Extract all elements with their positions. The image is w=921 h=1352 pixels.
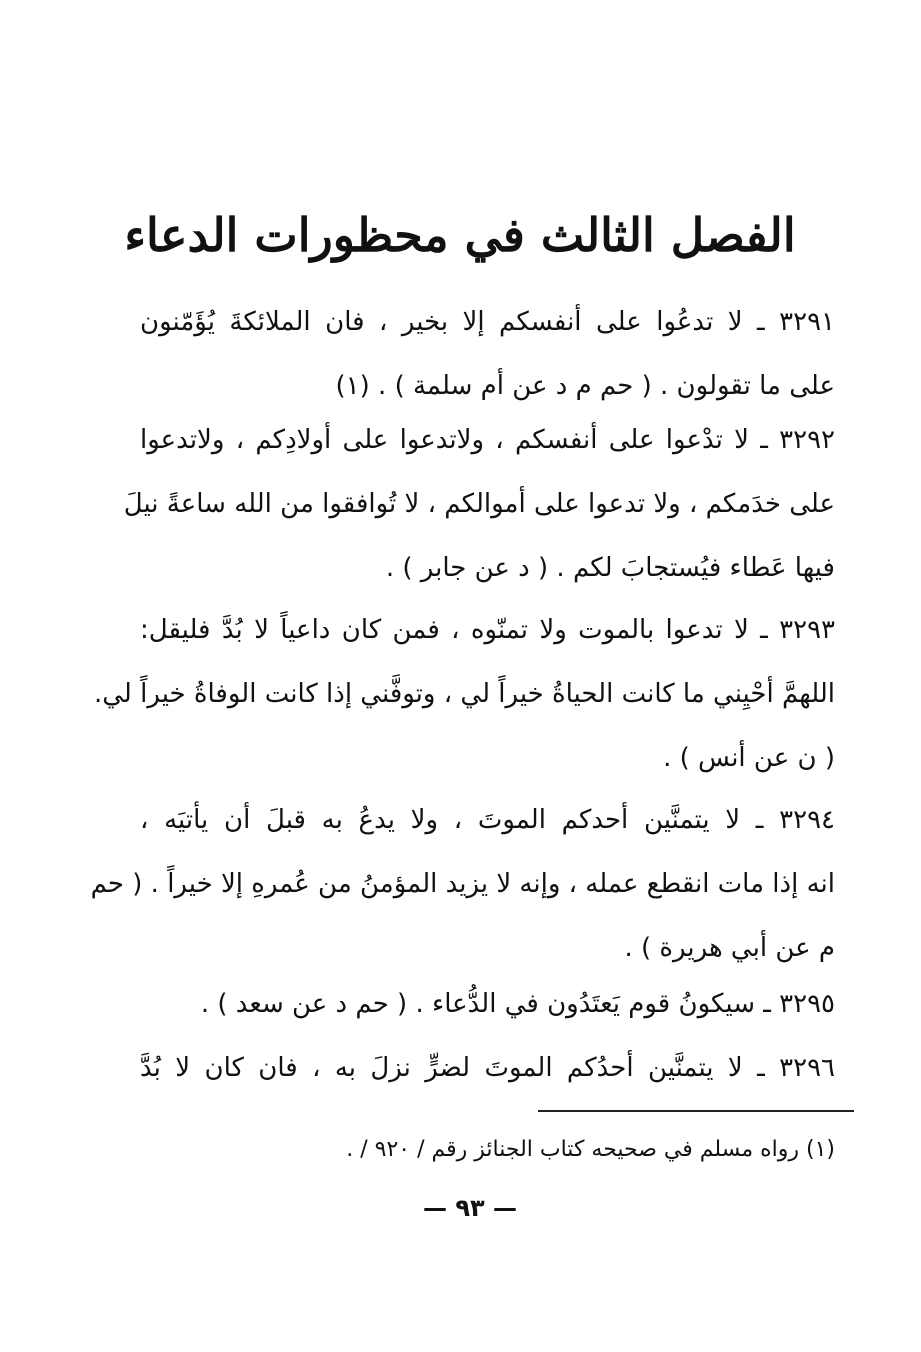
- text-line: ٣٢٩٢ ـ لا تدْعوا على أنفسكم ، ولاتدعوا على أولادِكم ، ولاتدعوا: [140, 425, 835, 455]
- text-line: ٣٢٩٦ ـ لا يتمنَّين أحدُكم الموتَ لضرٍّ نزلَ به ، فان كان لا بُدَّ: [140, 1053, 835, 1083]
- hadith-entry: [90, 788, 835, 980]
- text-line: ٣٢٩٥ ـ سيكونُ قوم يَعتَدُون في الدُّعاء . ( حم د عن سعد ) .: [200, 989, 835, 1019]
- footnote-divider: [538, 1110, 854, 1112]
- hadith-entry: [94, 598, 835, 790]
- hadith-entry: [140, 972, 835, 1036]
- hadith-entry: [140, 1036, 835, 1100]
- text-line: على ما تقولون . ( حم م د عن أم سلمة ) . (١): [335, 371, 835, 401]
- text-line: ٣٢٩١ ـ لا تدعُوا على أنفسكم إلا بخير ، فان الملائكةَ يُؤَمّنون: [140, 307, 835, 337]
- text-line: فيها عَطاء فيُستجابَ لكم . ( د عن جابر ) .: [385, 553, 835, 583]
- text-line: ٣٢٩٤ ـ لا يتمنَّين أحدكم الموتَ ، ولا يدعُ به قبلَ أن يأتيَه ،: [140, 805, 835, 835]
- text-line: اللهمَّ أحْيِني ما كانت الحياةُ خيراً لي ، وتوفَّني إذا كانت الوفاةُ خيراً لي.: [94, 679, 835, 709]
- text-line: ( ن عن أنس ) .: [663, 743, 835, 773]
- page-number: — ٩٣ —: [422, 1194, 517, 1222]
- chapter-title: الفصل الثالث في محظورات الدعاء: [124, 208, 796, 262]
- hadith-entry: [140, 290, 835, 418]
- hadith-entry: [123, 408, 835, 600]
- footnote: (١) رواه مسلم في صحيحه كتاب الجنائز رقم / ٩٢٠ / .: [346, 1137, 835, 1162]
- text-line: ٣٢٩٣ ـ لا تدعوا بالموت ولا تمنّوه ، فمن كان داعياً لا بُدَّ فليقل:: [140, 615, 835, 645]
- text-line: انه إذا مات انقطع عمله ، وإنه لا يزيد المؤمنُ من عُمرهِ إلا خيراً . ( حم: [90, 869, 835, 899]
- text-line: على خدَمكم ، ولا تدعوا على أموالكم ، لا تُوافقوا من الله ساعةً نيلَ: [123, 489, 835, 519]
- text-line: م عن أبي هريرة ) .: [624, 933, 835, 963]
